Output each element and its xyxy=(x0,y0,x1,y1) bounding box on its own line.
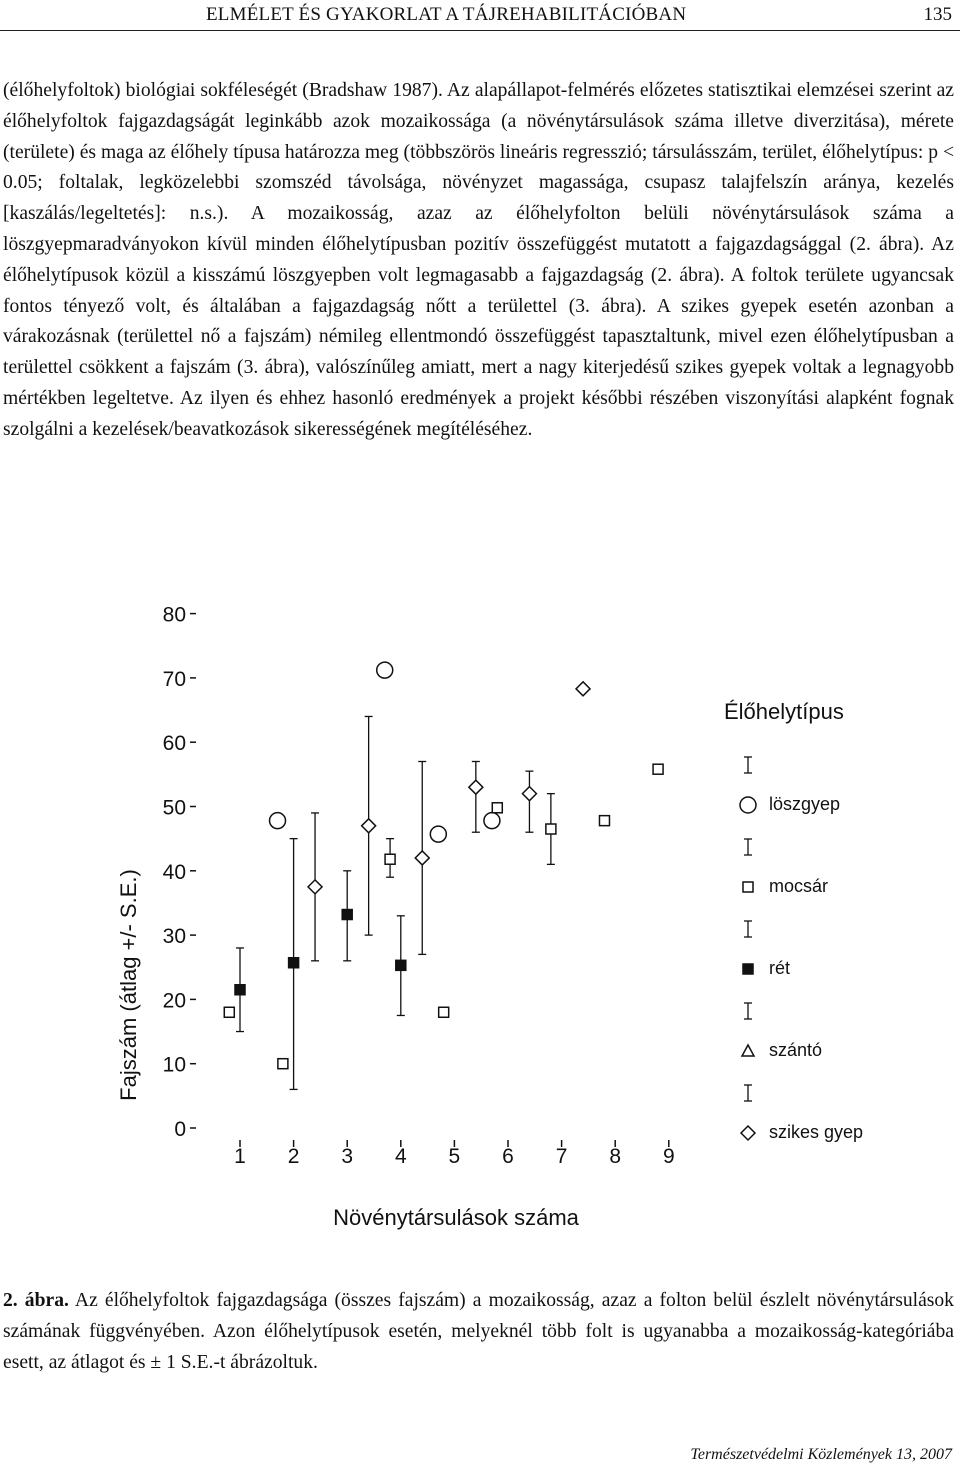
data-point-szikes-gyep xyxy=(469,780,483,794)
page-number: 135 xyxy=(923,4,952,25)
figure-caption xyxy=(3,1286,954,1378)
data-point-mocsár xyxy=(224,1007,234,1017)
x-tick-label: 4 xyxy=(394,1145,407,1168)
data-point-szikes-gyep xyxy=(522,787,536,801)
x-tick-label: 8 xyxy=(609,1145,622,1168)
data-point-löszgyep xyxy=(484,813,500,829)
data-point-mocsár xyxy=(492,803,502,813)
x-tick-label: 9 xyxy=(662,1145,675,1168)
chart-legend xyxy=(740,757,863,1142)
data-point-löszgyep xyxy=(377,662,393,678)
data-point-mocsár xyxy=(439,1007,449,1017)
y-tick-label: 50 xyxy=(162,796,186,820)
data-point-mocsár xyxy=(385,854,395,864)
legend-label-szikes-gyep: szikes gyep xyxy=(769,1122,864,1142)
data-point-rét xyxy=(235,985,245,995)
data-point-mocsár xyxy=(278,1059,288,1069)
x-axis-label: Növénytársulások száma xyxy=(333,1205,579,1230)
species-richness-chart xyxy=(0,600,960,1240)
x-tick-label: 1 xyxy=(234,1145,246,1168)
legend-marker-szikes-gyep xyxy=(741,1126,755,1140)
y-tick-label: 40 xyxy=(162,860,186,884)
legend-label-mocsár: mocsár xyxy=(769,876,829,896)
data-point-mocsár xyxy=(546,824,556,834)
data-point-szikes-gyep xyxy=(576,682,590,696)
data-point-rét xyxy=(396,960,406,970)
x-tick-label: 6 xyxy=(502,1145,514,1168)
journal-footer: Természetvédelmi Közlemények 13, 2007 xyxy=(690,1446,952,1463)
y-tick-label: 10 xyxy=(162,1053,186,1077)
y-tick-label: 20 xyxy=(162,989,186,1013)
figure-2 xyxy=(0,600,960,1240)
y-tick-label: 0 xyxy=(174,1118,186,1141)
legend-marker-rét xyxy=(743,964,753,974)
legend-label-löszgyep: löszgyep xyxy=(769,794,841,814)
body-paragraph: (élőhelyfoltok) biológiai sokféleségét (Bradshaw 1987). Az alapállapot-felmérés előzetes statisztikai elemzései szerint az élőhelyfoltok fajgazdagságát leginkább azok mozaikossága (a növénytársulások száma illetve diverzitása), mérete (területe) és maga az élőhely típusa határozza meg (többszörös lineáris regresszió; társulásszám, terület, élőhelytípus: p < 0.05; foltalak, legközelebbi szomszéd távolsága, növényzet magassága, csupasz talajfelszín aránya, kezelés [kaszálás/legeltetés]: n.s.). A mozaikosság, azaz az élőhelyfolton belüli növénytársulások száma a löszgyepmaradványokon kívül minden élőhelytípusban pozitív összefüggést mutatott a fajgazdagsággal (2. ábra). Az élőhelytípusok közül a kisszámú löszgyepben volt legmagasabb a fajgazdagság (2. ábra). A foltok területe ugyancsak fontos tényező volt, és általában a fajgazdagság nőtt a területtel (3. ábra). A szikes gyepek esetén azonban a várakozásnak (területtel nő a fajszám) némileg ellentmondó összefüggést tapasztaltunk, mivel ezen élőhelytípusban a területtel csökkent a fajszám (3. ábra), valószínűleg amiatt, mert a nagy kiterjedésű szikes gyepek voltak a legnagyobb mértékben legeltetve. Az ilyen és ehhez hasonló eredmények a projekt későbbi részében viszonyítási alapként fognak szolgálni a kezelések/beavatkozások sikerességének megítéléséhez. xyxy=(3,80,954,440)
data-point-rét xyxy=(289,958,299,968)
legend-title: Élőhelytípus xyxy=(724,699,844,724)
figure-caption-text: Az élőhelyfoltok fajgazdagsága (összes fajszám) a mozaikosság, azaz a folton belül észlelt növénytársulások számának függvényében. Azon élőhelytípusok esetén, melyeknél több folt is ugyanabba a mozaikosság-kategóriába esett, az átlagot és ± 1 S.E.-t ábrázoltuk. xyxy=(3,1290,954,1373)
legend-label-szántó: szántó xyxy=(769,1040,823,1060)
data-point-szikes-gyep xyxy=(415,851,429,865)
data-point-löszgyep xyxy=(270,813,286,829)
data-point-mocsár xyxy=(653,764,663,774)
x-tick-label: 2 xyxy=(287,1145,300,1168)
data-point-szikes-gyep xyxy=(308,880,322,894)
legend-marker-löszgyep xyxy=(740,797,756,813)
chart-marks xyxy=(224,662,663,1089)
x-tick-label: 3 xyxy=(341,1145,354,1168)
data-point-löszgyep xyxy=(430,826,446,842)
chart-axes xyxy=(163,604,675,1168)
data-point-rét xyxy=(342,910,352,920)
legend-marker-szántó xyxy=(742,1045,754,1056)
running-header xyxy=(0,0,960,32)
legend-label-rét: rét xyxy=(769,958,791,978)
y-axis-label: Fajszám (átlag +/- S.E.) xyxy=(116,869,141,1101)
x-tick-label: 7 xyxy=(555,1145,568,1168)
y-tick-label: 30 xyxy=(162,925,186,949)
data-point-mocsár xyxy=(599,816,609,826)
y-tick-label: 60 xyxy=(162,732,186,756)
y-tick-label: 80 xyxy=(162,603,186,627)
running-header-title: ELMÉLET ÉS GYAKORLAT A TÁJREHABILITÁCIÓBAN xyxy=(206,4,687,25)
figure-caption-label: 2. ábra. xyxy=(3,1290,69,1311)
x-tick-label: 5 xyxy=(448,1145,461,1168)
data-point-szikes-gyep xyxy=(362,819,376,833)
header-rule xyxy=(0,30,960,31)
y-tick-label: 70 xyxy=(162,667,186,691)
legend-marker-mocsár xyxy=(743,882,753,892)
